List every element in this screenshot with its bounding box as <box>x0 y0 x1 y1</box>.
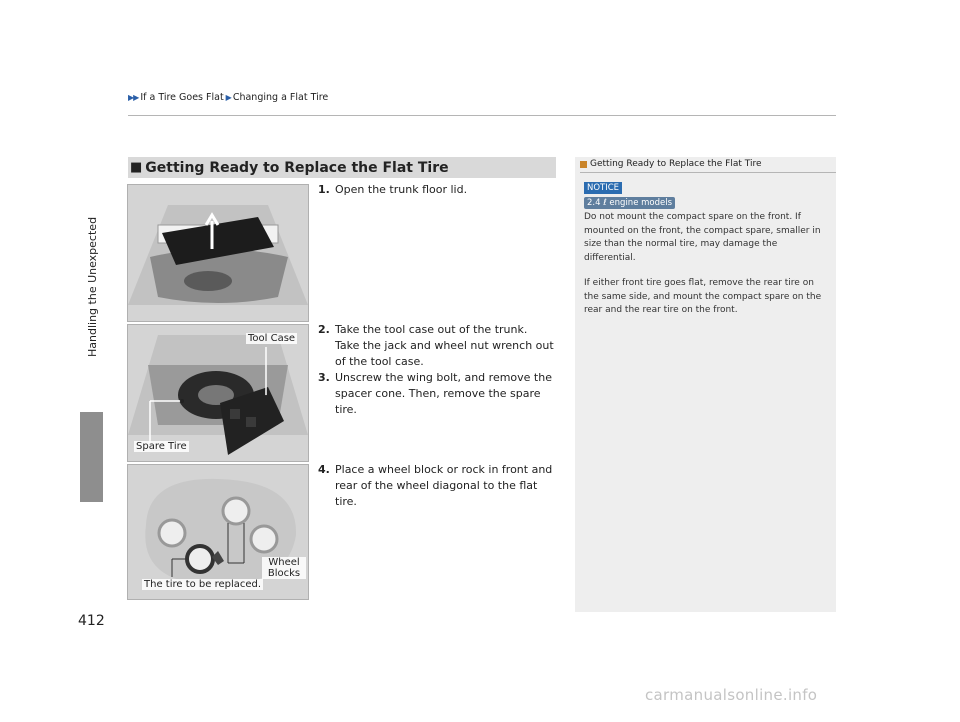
notice-badge: NOTICE <box>584 182 622 194</box>
note-title <box>580 159 761 169</box>
section-heading <box>128 157 556 178</box>
spare-tire-label: Spare Tire <box>136 441 187 452</box>
step-number: 2. <box>318 323 330 336</box>
note-paragraph: If either front tire goes flat, remove the rear tire on the same side, and mount the compact spare on the rear and the rear tire on the front. <box>584 278 822 315</box>
double-arrow-icon: ▶▶ <box>128 93 139 102</box>
section-title: Getting Ready to Replace the Flat Tire <box>145 159 449 176</box>
figure-trunk-floor-lid <box>127 184 309 322</box>
step-number: 3. <box>318 371 330 384</box>
engine-models-badge: 2.4 ℓ engine models <box>584 197 675 209</box>
step-number: 4. <box>318 463 330 476</box>
watermark: carmanualsonline.info <box>645 686 818 704</box>
chapter-tab <box>80 412 103 502</box>
step-2 <box>318 322 554 370</box>
note-paragraph: Do not mount the compact spare on the front. If mounted on the front, the compact spare, smaller in size than the normal tire, may damage the differential. <box>584 212 821 263</box>
step-text: Place a wheel block or rock in front and rear of the wheel diagonal to the flat tire. <box>335 463 553 508</box>
square-bullet-icon: ■ <box>130 160 143 175</box>
step-number: 1. <box>318 183 330 196</box>
step-4 <box>318 462 558 510</box>
step-text: Take the tool case out of the trunk. Take the jack and wheel nut wrench out of the tool case. <box>335 323 554 368</box>
step-text: Open the trunk floor lid. <box>335 183 468 196</box>
tire-to-replace-label: The tire to be replaced. <box>144 579 262 590</box>
chapter-label: Handling the Unexpected <box>86 216 99 358</box>
trunk-illustration <box>128 185 308 321</box>
header-divider <box>128 115 836 116</box>
note-title-text[interactable]: Getting Ready to Replace the Flat Tire <box>590 159 762 169</box>
arrow-icon: ▶ <box>225 93 231 102</box>
figure-tool-case-spare <box>127 324 309 462</box>
breadcrumb-item[interactable]: If a Tire Goes Flat <box>140 92 224 103</box>
breadcrumb-item[interactable]: Changing a Flat Tire <box>232 92 329 103</box>
note-reference-icon <box>580 161 587 168</box>
figure-wheel-blocks <box>127 464 309 600</box>
step-1 <box>318 182 554 198</box>
step-3 <box>318 370 554 418</box>
breadcrumb <box>128 92 328 103</box>
wheel-blocks-label: Wheel Blocks <box>262 557 306 579</box>
step-text: Unscrew the wing bolt, and remove the spacer cone. Then, remove the spare tire. <box>335 371 552 416</box>
page-number: 412 <box>78 613 105 629</box>
tool-case-label: Tool Case <box>248 333 296 344</box>
note-divider <box>580 172 836 173</box>
